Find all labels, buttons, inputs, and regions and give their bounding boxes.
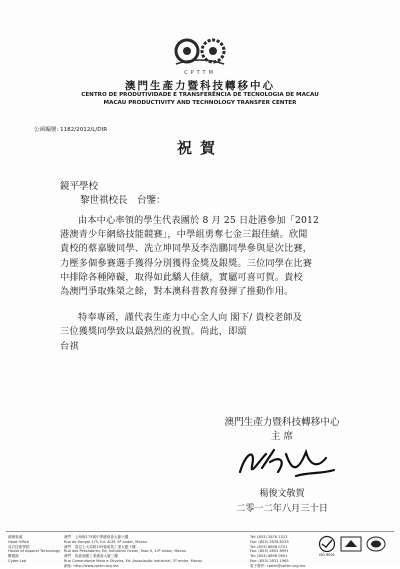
- letter-title: 祝賀: [176, 139, 223, 157]
- org-name-portuguese: CENTRO DE PRODUTIVIDADE E TRANSFERÊNCIA DE TECNOLOGIA DE MACAU: [81, 92, 319, 98]
- footer-text: 數碼港: [8, 554, 19, 559]
- body-line: 中排除各種障礙，取得如此驕人佳績，實屬可喜可賀。貴校: [60, 271, 303, 283]
- footer-email: 電子郵件: cpttm@cpttm.org.mo: [250, 563, 306, 568]
- signatory-organization: 澳門生產力暨科技轉移中心: [224, 417, 340, 428]
- cert-text: ISO 9001: [319, 553, 335, 557]
- logo-caption: CPTTM: [184, 70, 216, 76]
- body-line: 港澳青少年網絡技能競賽」，中學組勇奪七金三銀佳績。欣聞: [60, 229, 308, 241]
- footer-divider: [6, 531, 394, 532]
- body-line: 為澳門爭取殊榮之餘，對本澳科普教育發揮了推動作用。: [60, 286, 294, 298]
- letter-date: 二零一二年八月三十日: [236, 503, 328, 514]
- footer-text: 澳門 上海街175號中華總商會大廈六樓: [64, 535, 129, 539]
- org-name-english: MACAU PRODUCTIVITY AND TECHNOLOGY TRANSFER CENTER: [103, 100, 297, 106]
- salutation: 台祺: [60, 340, 79, 352]
- footer-text: Tel: (853) 8898 0601: [250, 554, 288, 559]
- body-line: 由本中心率領的學生代表團於 8 月 25 日赴港參加「2012: [78, 215, 319, 226]
- signatory-name: 楊俊文敬賀: [259, 489, 305, 499]
- footer-text: Tel: (853) 2878 1313: [250, 535, 288, 539]
- cpttm-logo-icon: [172, 34, 228, 68]
- recipient-school: 鏡平學校: [60, 181, 99, 192]
- recipient-principal: 黎世祺校長 台鑒：: [80, 195, 166, 206]
- letter-body: [60, 214, 366, 354]
- footer-text: Head Office: [8, 539, 30, 544]
- org-name-chinese: 澳門生產力暨科技轉移中心: [125, 80, 275, 92]
- footer-website: 網址: http://www.cpttm.org.mo: [64, 563, 119, 568]
- footer-text: Cyber-Lab: [8, 558, 27, 563]
- footer-text: Fax: (853) 2852 8991: [250, 549, 289, 554]
- footer-text: 澳門 慕拉士大馬路195號南島工業大廈十樓: [64, 544, 136, 549]
- signatory-role: 主 席: [270, 431, 294, 442]
- accreditation-seal-icon: [366, 536, 386, 552]
- reference-number: 公函編號: 1182/2012/L/DIR: [34, 127, 108, 133]
- footer-text: 成衣技術學院: [8, 544, 30, 549]
- body-line: 貴校的蔡嘉駿同學、冼立坤同學及李浩鵬同學參與是次比賽，: [60, 243, 313, 255]
- footer-text: Rua Comandante Mata e Oliveira, Ed. Associação Industrial, 3º andar, Macau: [64, 558, 203, 563]
- footer-text: 澳門 馬統領圍工業總會大廈三樓: [64, 554, 118, 559]
- apparel-award-icon: [340, 536, 362, 552]
- certification-mark-icon: [318, 535, 336, 557]
- footer-text: Rua de Xangai 175, Ed. ACM, 6º andar, Macau: [64, 539, 148, 544]
- footer-offices: [8, 535, 60, 564]
- footer-text: Rua dos Pescadores, Ed. Industrial Ocean, Fase II, 10º andar, Macau: [64, 549, 187, 554]
- closing-line: 三位獲獎同學致以最熱烈的祝賀。尚此，即頌: [60, 326, 247, 338]
- recipient-block: [60, 180, 166, 208]
- footer-addresses: [64, 535, 202, 569]
- footer-text: Tel: (853) 8898 0701: [250, 544, 288, 549]
- footer-text: Fax: (853) 2831 1965: [250, 558, 289, 563]
- footer-text: Fax: (853) 2878 8233: [250, 539, 289, 544]
- footer-contacts: [250, 535, 305, 569]
- closing-line: 特奉專函，謹代表生產力中心全人向 閣下/ 貴校老師及: [78, 312, 303, 324]
- body-line: 力壓多個參賽選手獲得分別獲得金獎及銀獎。三位同學在比賽: [60, 257, 313, 269]
- footer-text: House of Apparel Technology: [8, 549, 61, 554]
- footer-text: 總辦事處: [8, 535, 23, 539]
- handwritten-signature-icon: [226, 442, 346, 486]
